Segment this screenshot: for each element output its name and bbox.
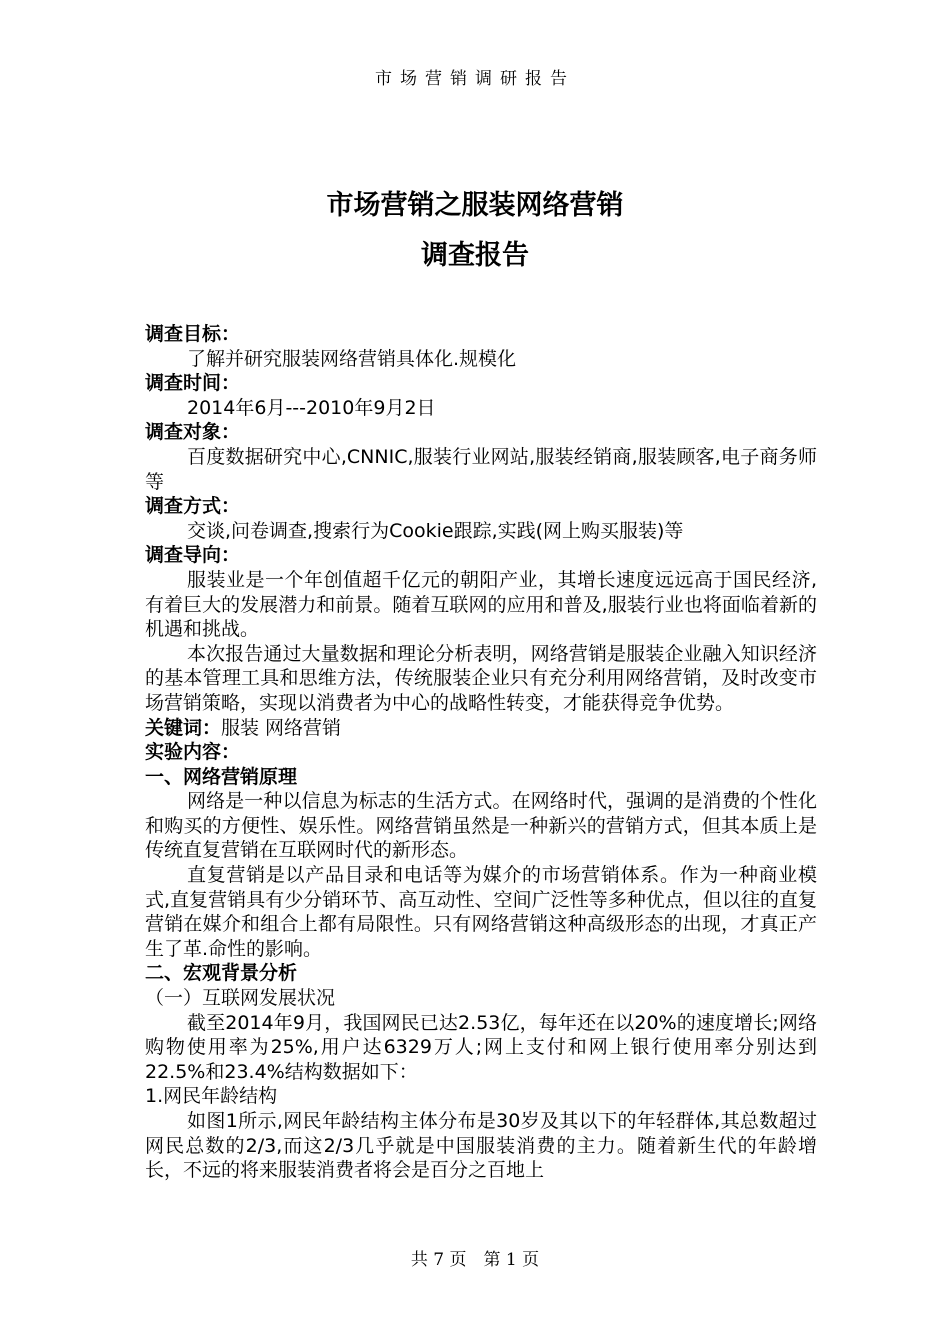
- subsection-heading-1: （一）互联网发展状况: [145, 987, 336, 1010]
- experiment-label: 实验内容：: [145, 741, 241, 764]
- method-text: 交谈,问卷调查,搜索行为Cookie跟踪,实践(网上购买服装)等: [187, 519, 684, 542]
- goal-text: 了解并研究服装网络营销具体化.规模化: [187, 347, 517, 370]
- section2-paragraph-2: 如图1所示,网民年龄结构主体分布是30岁及其以下的年轻群体,其总数超过网民总数的2/3,而这2/3几乎就是中国服装消费的主力。随着新生代的年龄增长，不远的将来服装消费者将会是百分之百地上: [145, 1110, 817, 1182]
- document-body: [145, 322, 817, 1183]
- time-label: 调查时间：: [145, 372, 241, 395]
- keywords-text: 服装 网络营销: [221, 716, 342, 739]
- section1-paragraph-2: 直复营销是以产品目录和电话等为媒介的市场营销体系。作为一种商业模式,直复营销具有少分销环节、高互动性、空间广泛性等多种优点，但以往的直复营销在媒介和组合上都有局限性。只有网络营销这种高级形态的出现，才真正产生了革.命性的影响。: [145, 864, 817, 960]
- list-item-age-structure: 1.网民年龄结构: [145, 1085, 278, 1108]
- page-footer: 共 7 页 第 1 页: [410, 1250, 540, 1270]
- object-label: 调查对象：: [145, 421, 241, 444]
- page-header: 市场营销调研报告: [375, 69, 575, 89]
- document-title: 市场营销之服装网络营销: [326, 190, 624, 221]
- guide-label: 调查导向：: [145, 544, 241, 567]
- guide-paragraph-2: 本次报告通过大量数据和理论分析表明，网络营销是服装企业融入知识经济的基本管理工具和思维方法，传统服装企业只有充分利用网络营销，及时改变市场营销策略，实现以消费者为中心的战略性转变，才能获得竞争优势。: [145, 642, 817, 714]
- section1-paragraph-1: 网络是一种以信息为标志的生活方式。在网络时代，强调的是消费的个性化和购买的方便性、娱乐性。网络营销虽然是一种新兴的营销方式，但其本质上是传统直复营销在互联网时代的新形态。: [145, 790, 817, 862]
- object-text: 百度数据研究中心,CNNIC,服装行业网站,服装经销商,服装顾客,电子商务师等: [145, 445, 817, 493]
- section-heading-2: 二、宏观背景分析: [145, 962, 298, 985]
- keywords-line: [145, 716, 817, 741]
- section-heading-1: 一、网络营销原理: [145, 765, 298, 788]
- guide-paragraph-1: 服装业是一个年创值超千亿元的朝阳产业，其增长速度远远高于国民经济,有着巨大的发展潜力和前景。随着互联网的应用和普及,服装行业也将面临着新的机遇和挑战。: [145, 568, 817, 641]
- document-subtitle: 调查报告: [421, 240, 529, 271]
- method-label: 调查方式：: [145, 495, 241, 518]
- time-text: 2014年6月---2010年9月2日: [187, 396, 436, 419]
- keywords-label: 关键词：: [145, 716, 222, 739]
- section2-paragraph-1: 截至2014年9月，我国网民已达2.53亿，每年还在以20%的速度增长;网络购物使用率为25%,用户达6329万人;网上支付和网上银行使用率分别达到22.5%和23.4%结构数据如下：: [145, 1011, 817, 1083]
- goal-label: 调查目标：: [145, 323, 241, 345]
